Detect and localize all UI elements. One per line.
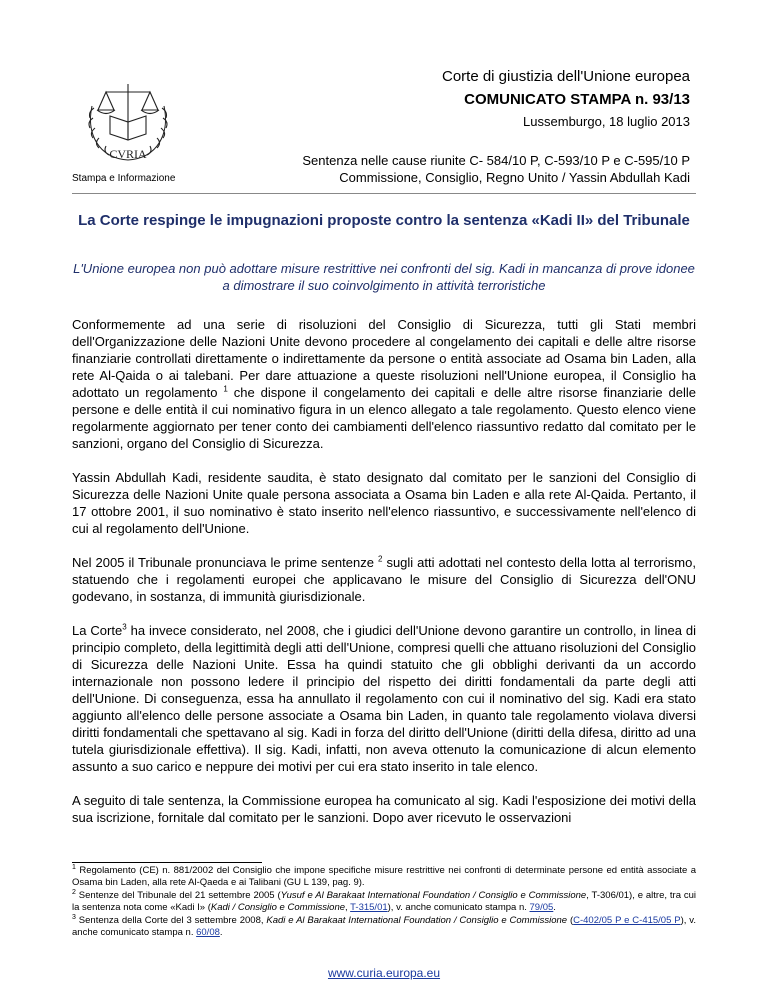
- body-text: [72, 316, 696, 843]
- footnote: $^2$ Sentenze del Tribunale del 21 settembre 2005 (Yusuf e Al Barakaat International Foundation / Consiglio e Commissione, T-306/01), e altre, tra cui la sentenza nota come «Kadi I» (Kadi / Consiglio e Commissione, T-315/01), v. anche comunicato stampa n. 79/05.: [72, 888, 697, 913]
- logo-caption: Stampa e Informazione: [72, 173, 176, 184]
- case-numbers: Sentenza nelle cause riunite C- 584/10 P, C-593/10 P e C-595/10 P: [302, 153, 690, 168]
- page-subtitle: L'Unione europea non può adottare misure restrittive nei confronti del sig. Kadi in mancanza di prove idonee a dimostrare il suo coinvolgimento in attività terroristiche: [73, 261, 695, 293]
- paragraph: A seguito di tale sentenza, la Commissione europea ha comunicato al sig. Kadi l'esposizione dei motivi della sua iscrizione, fornitale dal comitato per le sanzioni. Dopo aver ricevuto le osservazioni: [72, 793, 696, 825]
- svg-text:CVRIA: CVRIA: [109, 147, 147, 161]
- press-release-link[interactable]: 60/08: [196, 927, 220, 938]
- place-date: Lussemburgo, 18 luglio 2013: [523, 114, 690, 129]
- case-link[interactable]: T-315/01: [350, 902, 388, 913]
- paragraph: Nel 2005 il Tribunale pronunciava le prime sentenze $^2$ sugli atti adottati nel contesto della lotta al terrorismo, statuendo che i regolamenti europei che applicavano le misure del Consiglio di Sicurezza dell'ONU godevano, in sostanza, di immunità giurisdizionale.: [72, 554, 696, 604]
- press-release-link[interactable]: 79/05: [529, 902, 554, 913]
- page-title: La Corte respinge le impugnazioni proposte contro la sentenza «Kadi II» del Tribunale: [78, 212, 690, 229]
- footnote-ref: 2: [377, 554, 383, 564]
- header-divider: [72, 193, 696, 194]
- website-link[interactable]: www.curia.europa.eu: [327, 966, 441, 980]
- court-name: Corte di giustizia dell'Unione europea: [441, 68, 690, 85]
- press-release-number: COMUNICATO STAMPA n. 93/13: [464, 91, 690, 108]
- case-link[interactable]: C-402/05 P e C-415/05 P: [573, 915, 681, 926]
- footnotes: [72, 865, 696, 940]
- paragraph: Conformemente ad una serie di risoluzioni del Consiglio di Sicurezza, tutti gli Stati membri dell'Organizzazione delle Nazioni Unite devono procedere al congelamento dei capitali e delle altre risorse finanziarie controllati direttamente o indirettamente da persone o entità associate ad Osama bin Laden, alla rete Al-Qaida o ai talebani. Per dare attuazione a queste risoluzioni nell'Unione europea, il Consiglio ha adottato un regolamento $^1$ che dispone il congelamento dei capitali e delle altre risorse finanziarie delle persone e delle entità il cui nominativo figura in un elenco allegato a tale regolamento. Questo elenco viene regolarmente aggiornato per tener conto dei cambiamenti dell'elenco riassuntivo redatto dal comitato per le sanzioni, organo del Consiglio di Sicurezza.: [72, 317, 696, 451]
- footnote-divider: [72, 862, 262, 863]
- footnote-ref: 3: [122, 622, 127, 632]
- footnote: $^1$ Regolamento (CE) n. 881/2002 del Consiglio che impone specifiche misure restrittive nei confronti di determinate persone ed entità associate a Osama bin Laden, alla rete Al-Qaeda e ai Talibani (GU L 139, pag. 9).: [72, 863, 697, 888]
- footnote-ref: 1: [223, 384, 228, 394]
- case-parties: Commissione, Consiglio, Regno Unito / Yassin Abdullah Kadi: [339, 170, 690, 185]
- footnote: $^3$ Sentenza della Corte del 3 settembre 2008, Kadi e Al Barakaat International Foundation / Consiglio e Commissione (C-402/05 P e C-415/05 P), v. anche comunicato stampa n. 60/08.: [72, 913, 696, 938]
- paragraph: Yassin Abdullah Kadi, residente saudita, è stato designato dal comitato per le sanzioni del Consiglio di Sicurezza delle Nazioni Unite quale persona associata a Osama bin Laden e alla rete Al-Qaida. Pertanto, il 17 ottobre 2001, il suo nominativo è stato inserito nell'elenco riassuntivo, e successivamente nell'elenco di cui al regolamento dell'Unione.: [72, 470, 696, 536]
- curia-logo: [78, 78, 178, 170]
- footer: [0, 966, 768, 980]
- paragraph: La Corte$^3$ ha invece considerato, nel 2008, che i giudici dell'Unione devono garantire un controllo, in linea di principio completo, della legittimità degli atti dell'Unione, compresi quelli che attuano risoluzioni del Consiglio di Sicurezza delle Nazioni Unite. Essa ha quindi statuito che gli obblighi derivanti da un accordo internazionale non possono ledere il principio del rispetto dei diritti fondamentali da parte degli atti dell'Unione. Di conseguenza, essa ha annullato il regolamento con cui il nominativo del sig. Kadi era stato aggiunto all'elenco delle persone associate a Osama bin Laden, in quanto tale regolamento violava diversi diritti fondamentali che spettavano al sig. Kadi in forza del diritto dell'Unione (diritti della difesa, diritto ad una tutela giurisdizionale effettiva). Il sig. Kadi, infatti, non aveva ottenuto la comunicazione di alcun elemento assunto a suo carico e neppure dei motivi per cui era stato inserito in tale elenco.: [72, 622, 696, 774]
